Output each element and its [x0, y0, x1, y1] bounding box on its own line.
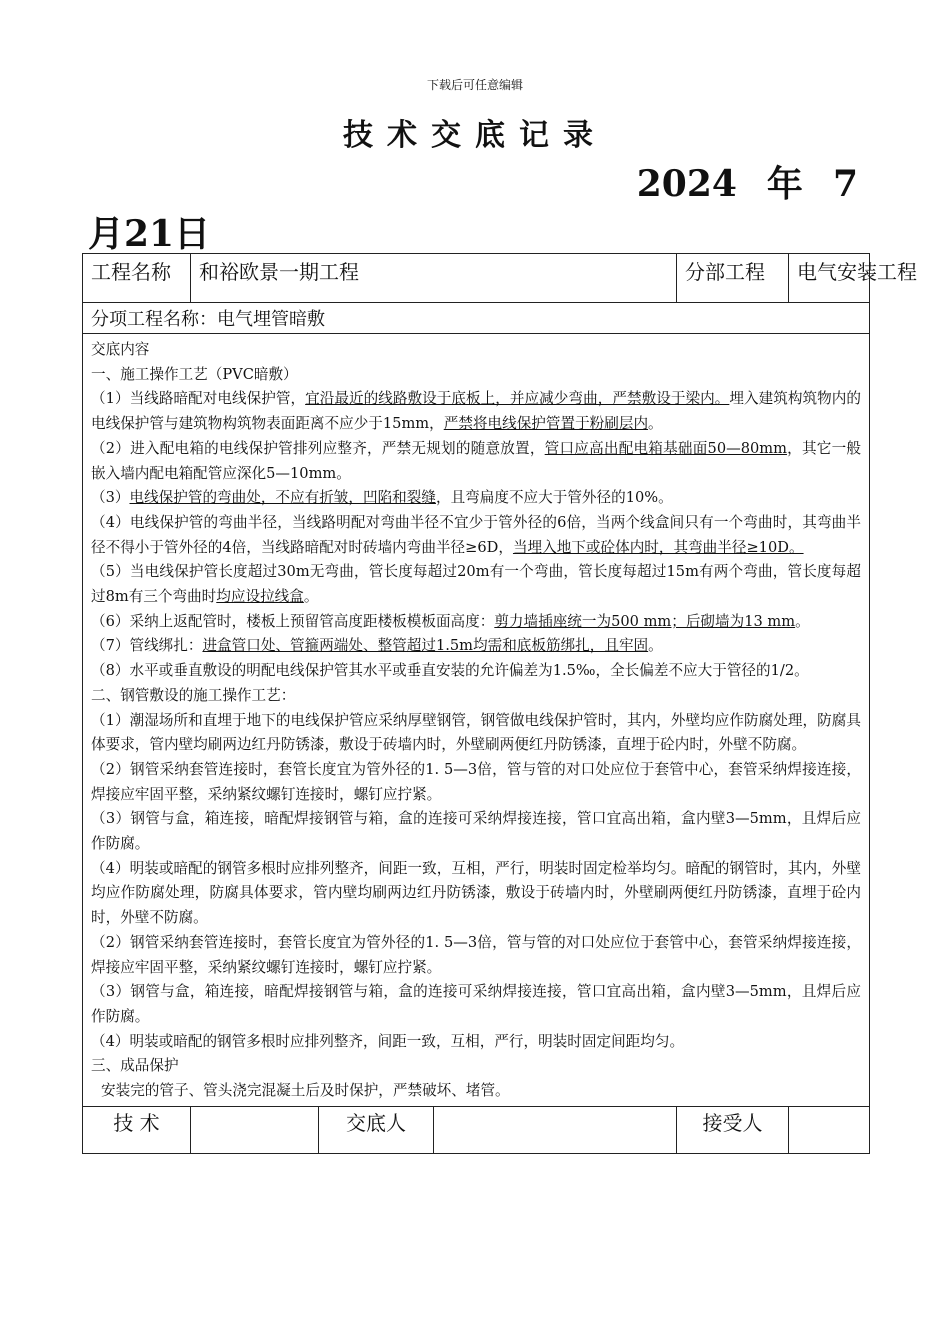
project-label: 工程名称 — [83, 254, 191, 303]
project-row — [83, 254, 870, 303]
item-1-2: （2）进入配电箱的电线保护管排列应整齐，严禁无规划的随意放置，管口应高出配电箱基础面50—80mm，其它一般嵌入墙内配电箱配管应深化5—10mm。 — [91, 439, 861, 482]
content-heading: 交底内容 — [91, 341, 150, 358]
receiver-label: 接受人 — [677, 1106, 789, 1153]
item-1-8: （8）水平或垂直敷设的明配电线保护管其水平或垂直安装的允许偏差为1.5‰，全长偏差不应大于管径的1/2。 — [91, 662, 809, 680]
date-line-day: 月21日 — [88, 213, 211, 255]
item-2-4: （4）明装或暗配的钢管多根时应排列整齐，间距一致，互相，严行，明装时固定检举均匀。暗配的钢管时，其内，外壁均应作防腐处理，防腐具体要求，管内壁均刷两边红丹防锈漆，敷设于砖墙内时，外壁刷两便红丹防锈漆，直埋于砼内时，外壁不防腐。 — [91, 859, 861, 927]
item-1-3: （3）电线保护管的弯曲处，不应有折皱，凹陷和裂缝，且弯扁度不应大于管外径的10%。 — [91, 489, 673, 507]
division-value: 电气安装工程 — [789, 254, 870, 303]
disclosure-content — [83, 334, 870, 1107]
item-2-6: （3）钢管与盒，箱连接，暗配焊接钢管与箱，盒的连接可采纳焊接连接，管口宜高出箱，盒内壁3—5mm，且焊后应作防腐。 — [91, 983, 861, 1025]
item-1-1: （1）当线路暗配对电线保护管，宜沿最近的线路敷设于底板上，并应减少弯曲，严禁敷设于梁内。埋入建筑构筑物内的电线保护管与建筑物构筑物表面距离不应少于15mm，严禁将电线保护管置于粉刷层内。 — [91, 390, 861, 433]
tech-value — [191, 1106, 319, 1153]
item-2-1: （1）潮湿场所和直埋于地下的电线保护管应采纳厚壁钢管，钢管做电线保护管时，其内，外壁均应作防腐处理，防腐具体要求，管内壁均刷两边红丹防锈漆，敷设于砖墙内时，外壁刷两便红丹防锈漆，直埋于砼内时，外壁不防腐。 — [91, 711, 861, 754]
receiver-value — [789, 1106, 870, 1153]
tech-label: 技 术 — [83, 1106, 191, 1153]
header-note: 下载后可任意编辑 — [426, 78, 523, 92]
project-value: 和裕欧景一期工程 — [191, 254, 677, 303]
section-2-title: 二、钢管敷设的施工操作工艺： — [91, 686, 296, 704]
date-month: 7 — [832, 163, 858, 205]
signature-row — [83, 1106, 870, 1153]
item-2-7: （4）明装或暗配的钢管多根时应排列整齐，间距一致，互相，严行，明装时固定间距均匀。 — [91, 1032, 685, 1050]
item-1-6: （6）采纳上返配管时，楼板上预留管高度距楼板模板面高度：剪力墙插座统一为500 mm；后砌墙为13 mm。 — [91, 612, 810, 630]
subitem-name: 分项工程名称：电气埋管暗敷 — [83, 303, 870, 334]
handover-label: 交底人 — [319, 1106, 434, 1153]
item-1-7: （7）管线绑扎：进盒管口处、管箍两端处、整管超过1.5m均需和底板筋绑扎，且牢固。 — [91, 637, 663, 655]
section-3-text: 安装完的管子、管头浇完混凝土后及时保护，严禁破坏、堵管。 — [101, 1082, 510, 1100]
division-label: 分部工程 — [677, 254, 789, 303]
item-2-5: （2）钢管采纳套管连接时，套管长度宜为管外径的1. 5—3倍，管与管的对口处应位于套管中心，套管采纳焊接连接，焊接应牢固平整，采纳紧纹螺钉连接时，螺钉应拧紧。 — [91, 933, 861, 976]
section-3-title: 三、成品保护 — [91, 1057, 179, 1075]
date-year: 2024 — [636, 163, 737, 205]
item-2-2: （2）钢管采纳套管连接时，套管长度宜为管外径的1. 5—3倍，管与管的对口处应位于套管中心，套管采纳焊接连接，焊接应牢固平整，采纳紧纹螺钉连接时，螺钉应拧紧。 — [91, 760, 861, 803]
date-line-year — [637, 156, 858, 207]
record-table — [82, 253, 917, 1154]
section-1-title: 一、施工操作工艺（PVC暗敷） — [91, 365, 298, 383]
subitem-row — [83, 303, 870, 334]
item-1-5: （5）当电线保护管长度超过30m无弯曲，管长度每超过20m有一个弯曲，管长度每超过15m有两个弯曲，管长度每超过8m有三个弯曲时均应设拉线盒。 — [91, 563, 861, 606]
content-row — [83, 334, 870, 1107]
date-year-unit: 年 — [766, 163, 803, 205]
item-2-3: （3）钢管与盒，箱连接，暗配焊接钢管与箱，盒的连接可采纳焊接连接，管口宜高出箱，盒内壁3—5mm，且焊后应作防腐。 — [91, 810, 861, 853]
item-1-4: （4）电线保护管的弯曲半径，当线路明配对弯曲半径不宜少于管外径的6倍，当两个线盒间只有一个弯曲时，其弯曲半径不得小于管外径的4倍，当线路暗配对时砖墙内弯曲半径≥6D，当埋入地下或砼体内时，其弯曲半径≥10D。 — [91, 513, 861, 556]
document-title: 技术交底记录 — [343, 118, 607, 153]
handover-value — [434, 1106, 677, 1153]
